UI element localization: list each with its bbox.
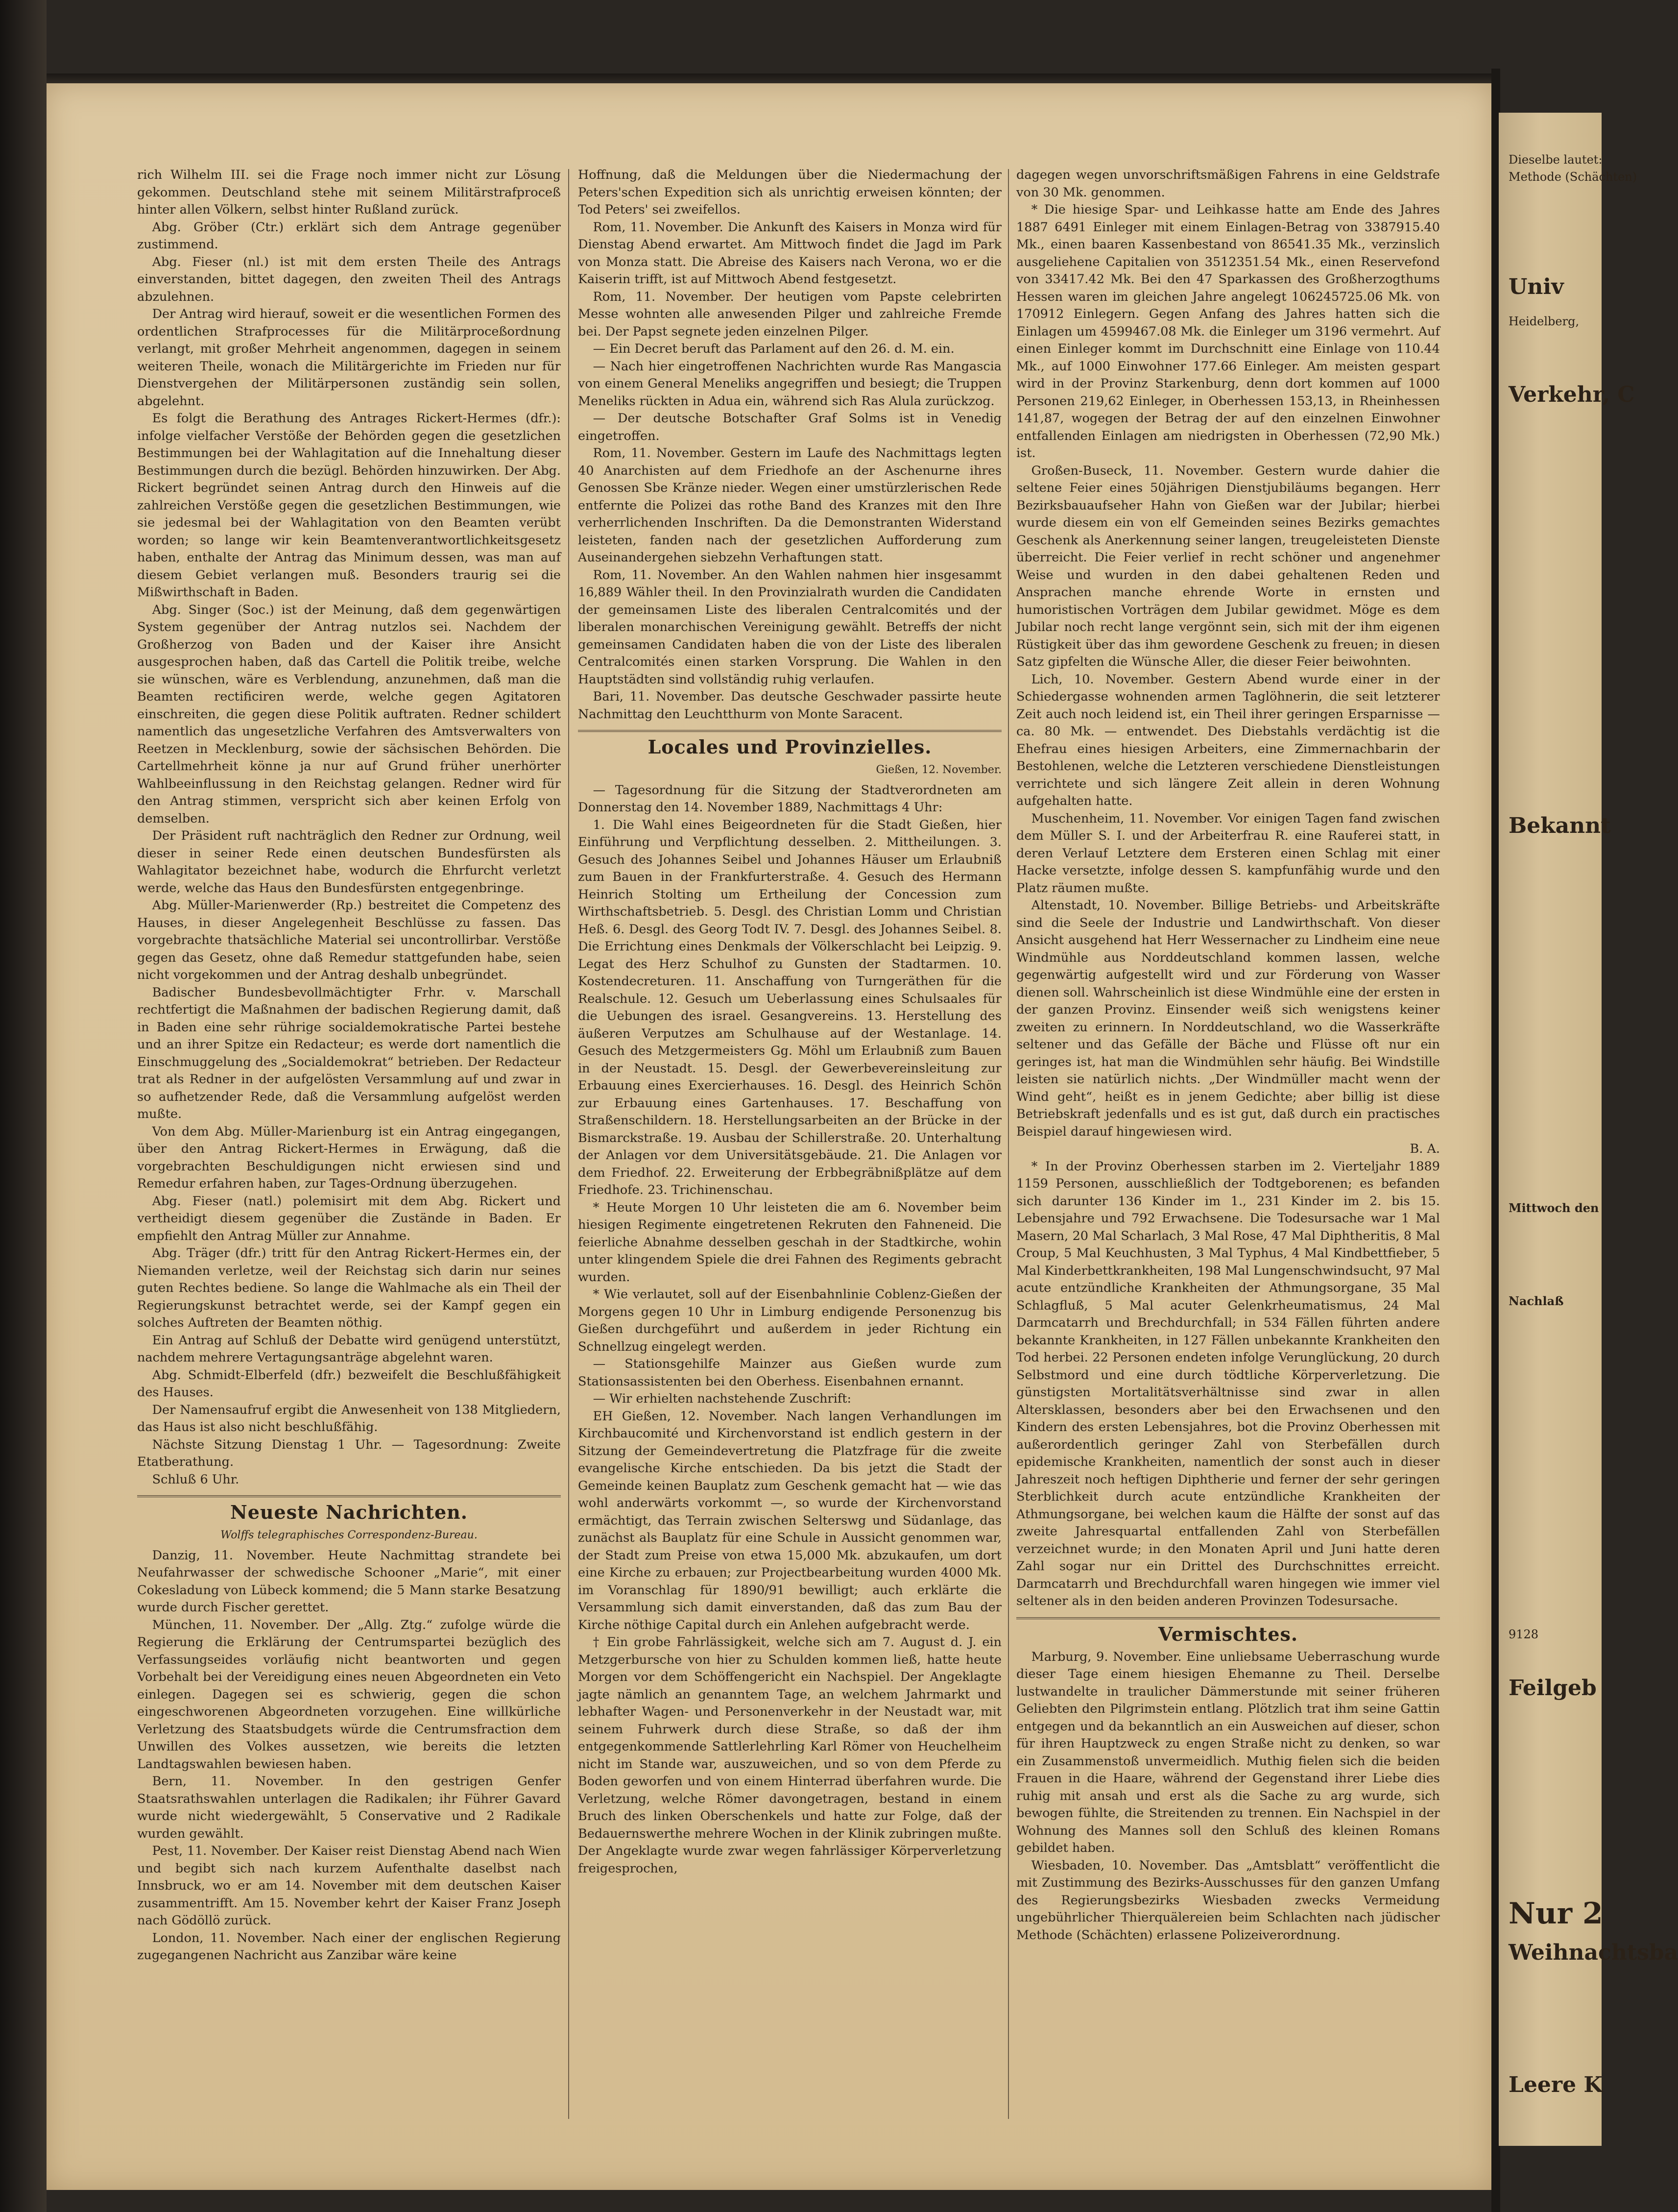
fragment-number: 9128 (1509, 1628, 1539, 1641)
paragraph: Lich, 10. November. Gestern Abend wurde einer in der Schiedergasse wohnenden armen Taglöhnerin, die seit letzterer Zeit auch noch leidend ist, ein Theil ihrer geringen Ersparnisse — ca. 80 Mk. — entwendet. Des Diebstahls verdächtig ist die Ehefrau eines hiesigen Arbeiters, eine Zimmernachbarin der Bestohlenen, welche die Letzteren verschiedene Dienstleistungen verrichtete und sich längere Zeit allein in deren Wohnung aufgehalten hatte. (1016, 672, 1440, 808)
fragment-heading: Bekannt (1509, 813, 1611, 838)
paragraph: — Ein Decret beruft das Parlament auf den 26. d. M. ein. (593, 341, 955, 356)
paragraph: EH Gießen, 12. November. Nach langen Verhandlungen im Kirchbaucomité und Kirchenvorstand ist endlich gestern in der Sitzung der Gemeindevertretung die Platzfrage für die zweite evangelische Kirche entschieden. Da bis jetzt die Stadt der Gemeinde keinen Bauplatz zum Geschenk gemacht hat — wie das wohl anderwärts vorkommt —, so wurde der Kirchenvorstand ermächtigt, das Terrain zwischen Selterswg und Südanlage, das zunächst als Bauplatz für eine Schule in Aussicht genommen war, der Stadt zum Preise von etwa 15,000 Mk. abzukaufen, um dort eine Kirche zu erbauen; zur Projectbearbeitung wurden 4000 Mk. im Voranschlag für 1890/91 bewilligt; auch erklärte die Versammlung sich damit einverstanden, daß das zum Bau der Kirche nöthige Capital durch ein Anlehen aufgebracht werde. (578, 1409, 1002, 1632)
paragraph: — Der deutsche Botschafter Graf Solms ist in Venedig eingetroffen. (578, 411, 1002, 443)
section-subheading: Wolffs telegraphisches Correspondenz-Bureau. (220, 1529, 478, 1541)
fragment-heading: Weihnachtsba (1509, 1940, 1678, 1965)
paragraph: Abg. Fieser (nl.) ist mit dem ersten Theile des Antrags einverstanden, bittet dagegen, den zweiten Theil des Antrags abzulehnen. (137, 254, 561, 304)
paragraph: Wiesbaden, 10. November. Das „Amtsblatt“ veröffentlicht die mit Zustimmung des Bezirks-Ausschusses für den ganzen Umfang des Regierungsbezirks Wiesbaden zwecks Vermeidung ungebührlicher Thierquälereien beim Schlachten nach jüdischer Methode (Schächten) erlassene Polizeiverordnung. (1016, 1858, 1440, 1943)
column-3 (1016, 167, 1440, 1944)
section-heading-vermischtes: Vermischtes. (1016, 1617, 1440, 1647)
paragraph: — Tagesordnung für die Sitzung der Stadtverordneten am Donnerstag den 14. November 1889, Nachmittags 4 Uhr: (578, 782, 1002, 815)
section-heading-locales: Locales und Provinzielles. (578, 730, 1002, 759)
paragraph: 1. Die Wahl eines Beigeordneten für die Stadt Gießen, hier Einführung und Verpflichtung desselben. 2. Mittheilungen. 3. Gesuch des Johannes Seibel und Johannes Häuser um Erlaubniß zum Bauen in der Frankfurterstraße. 4. Gesuch des Hermann Heinrich Stolting um Ertheilung der Concession zum Wirthschaftsbetrieb. 5. Desgl. des Christian Lomm und Christian Heß. 6. Desgl. des Georg Todt IV. 7. Desgl. des Johannes Seibel. 8. Die Errichtung eines Denkmals der Völkerschlacht bei Leipzig. 9. Legat des Herz Schulhof zu Gunsten der Stadtarmen. 10. Kostendecreturen. 11. Anschaffung von Turngeräthen für die Realschule. 12. Gesuch um Ueberlassung eines Schulsaales für die Uebungen des israel. Gesangvereins. 13. Herstellung des äußeren Verputzes am Schulhause auf der Westanlage. 14. Gesuch des Metzgermeisters Gg. Möhl um Erlaubniß zum Bauen in der Neustadt. 15. Desgl. der Gewerbevereinsleitung zur Erbauung eines Exercierhauses. 16. Desgl. des Heinrich Schön zur Erbauung eines Gartenhauses. 17. Beschaffung von Straßenschildern. 18. Herstellungsarbeiten an der Brücke in der Bismarckstraße. 19. Ausbau der Schillerstraße. 20. Unterhaltung der Anlagen vor dem Universitätsgebäude. 21. Die Anlagen vor dem Friedhof. 22. Erweiterung der Erbbegräbnißplätze auf dem Friedhofe. 23. Trichinenschau. (578, 817, 1002, 1197)
paragraph: Bari, 11. November. Das deutsche Geschwader passirte heute Nachmittag den Leuchtthurm von Monte Saracent. (578, 689, 1002, 722)
column-rule-2 (1008, 169, 1009, 2119)
paragraph: Altenstadt, 10. November. Billige Betriebs- und Arbeitskräfte sind die Seele der Industrie und Landwirthschaft. Von dieser Ansicht ausgehend hat Herr Wessernacher zu Lindheim eine neue Windmühle aus Norddeutschland kommen lassen, welche gegenwärtig aufgestellt wird und zur Förderung von Wasser dienen soll. Wahrscheinlich ist diese Windmühle eine der ersten in der ganzen Provinz. Einsender weiß sich wenigstens keiner zweiten zu erinnern. In Norddeutschland, wo die Wasserkräfte seltener und das Gefälle der Bäche und Flüsse oft nur ein geringes ist, hat man die Windmühlen sehr häufig. Bei Windstille leisten sie natürlich nichts. „Der Windmüller macht wenn der Wind geht“, heißt es in jenem Gedichte; aber billig ist diese Betriebskraft jedenfalls und es ist gut, daß durch ein practisches Beispiel darauf hingewiesen wird. (1016, 898, 1440, 1139)
fragment-text: Nachlaß (1509, 1294, 1564, 1308)
fragment-heading: Verkehr, C (1509, 382, 1635, 407)
paragraph: * Heute Morgen 10 Uhr leisteten die am 6. November beim hiesigen Regimente eingetretenen Rekruten den Fahneneid. Die feierliche Abnahme desselben geschah in der Stadtkirche, wohin unter klingendem Spiele die drei Fahnen des Regiments gebracht wurden. (578, 1200, 1002, 1285)
paragraph: Rom, 11. November. Die Ankunft des Kaisers in Monza wird für Dienstag Abend erwartet. Am Mittwoch findet die Jagd im Park von Monza statt. Die Abreise des Kaisers nach Verona, wo er die Kaiserin trifft, ist auf Mittwoch Abend festgesetzt. (578, 219, 1002, 287)
paragraph: * Wie verlautet, soll auf der Eisenbahnlinie Coblenz-Gießen der Morgens gegen 10 Uhr in Limburg endigende Personenzug bis Gießen durchgeführt und außerdem in jeder Richtung ein Schnellzug eingelegt werden. (578, 1287, 1002, 1354)
fragment-text: Heidelberg, (1509, 315, 1580, 328)
paragraph: Abg. Schmidt-Elberfeld (dfr.) bezweifelt die Beschlußfähigkeit des Hauses. (137, 1367, 561, 1400)
paragraph: Der Präsident ruft nachträglich den Redner zur Ordnung, weil dieser in seiner Rede einen deutschen Bundesfürsten als Wahlagitator bezeichnet habe, wodurch die Ehrfurcht verletzt werde, welche das Haus den Bundesfürsten entgegenbringe. (137, 828, 561, 896)
paragraph: — Wir erhielten nachstehende Zuschrift: (593, 1391, 852, 1406)
paragraph: Danzig, 11. November. Heute Nachmittag strandete bei Neufahrwasser der schwedische Schooner „Marie“, mit einer Cokesladung von Lübeck kommend; die 5 Mann starke Besatzung wurde durch Fischer gerettet. (137, 1548, 561, 1615)
fragment-heading: Feilgeb (1509, 1676, 1597, 1701)
paragraph: * In der Provinz Oberhessen starben im 2. Vierteljahr 1889 1159 Personen, ausschließlich der Todtgeborenen; es befanden sich darunter 136 Kinder im 1., 231 Kinder im 2. bis 15. Lebensjahre und 792 Erwachsene. Die Todesursache war 1 Mal Masern, 20 Mal Scharlach, 3 Mal Rose, 47 Mal Diphtheritis, 8 Mal Croup, 5 Mal Keuchhusten, 3 Mal Typhus, 4 Mal Kindbettfieber, 5 Mal Kinderbettkrankheiten, 198 Mal Lungenschwindsucht, 97 Mal acute entzündliche Krankheiten der Athmungsorgane, 35 Mal Schlagfluß, 5 Mal acuter Gelenkrheumatismus, 24 Mal Darmcatarrh und Brechdurchfall; in 534 Fällen führten andere bekannte Krankheiten, in 127 Fällen unbekannte Krankheiten den Tod herbei. 22 Personen endeten infolge Verunglückung, 20 durch Selbstmord und eine durch tödtliche Körperverletzung. Die günstigsten Mortalitätsverhältnisse sind zwar in allen Altersklassen, besonders aber bei den Erwachsenen und den Kindern des ersten Lebensjahres, bot die Provinz Oberhessen mit außerordentlich geringer Zahl von Sterbefällen durch epidemische Krankheiten, namentlich der sonst auch in dieser Jahreszeit noch heftigen Diphtherie und ferner der sehr geringen Sterblichkeit durch acute entzündliche Krankheiten der Athmungsorgane, bei welchen kaum die Hälfte der sonst auf das zweite Jahresquartal entfallenden Zahl von Sterbefällen verzeichnet wurde; in den Monaten April und Juni hatte deren Zahl sogar nur ein Drittel des Durchschnittes erreicht. Darmcatarrh und Brechdurchfall waren hingegen wie immer viel seltener als in den beiden anderen Provinzen Todesursache. (1016, 1159, 1440, 1608)
paragraph: Abg. Gröber (Ctr.) erklärt sich dem Antrage gegenüber zustimmend. (137, 219, 561, 252)
paragraph: Pest, 11. November. Der Kaiser reist Dienstag Abend nach Wien und begibt sich nach kurzem Aufenthalte daselbst nach Innsbruck, wo er am 14. November mit dem deutschen Kaiser zusammentrifft. Am 15. November kehrt der Kaiser Franz Joseph nach Gödöllö zurück. (137, 1844, 561, 1928)
signature: B. A. (1410, 1142, 1440, 1156)
paragraph: † Ein grobe Fahrlässigkeit, welche sich am 7. August d. J. ein Metzgerbursche von hier zu Schulden kommen ließ, hatte heute Morgen vor dem Schöffengericht ein Nachspiel. Der Angeklagte jagte nämlich an genanntem Tage, an welchem Jahrmarkt und lebhafter Wagen- und Personenverkehr in der Neustadt war, mit seinem Fuhrwerk durch diese Straße, so daß der ihm entgegenkommende Sattlerlehrling Karl Römer von Heuchelheim nicht im Stande war, auszuweichen, und so von dem Pferde zu Boden geworfen und von einem Hinterrad überfahren wurde. Die Verletzung, welche Römer davongetragen, bestand in einem Bruch des linken Oberschenkels und hatte zur Folge, daß der Bedauernswerthe mehrere Wochen in der Klinik zubringen mußte. Der Angeklagte wurde zwar wegen fahrlässiger Körperverletzung freigesprochen, (578, 1635, 1002, 1876)
book-binding-edge (0, 0, 47, 2212)
fragment-heading: Univ (1509, 274, 1564, 299)
column-rule-1 (568, 169, 569, 2119)
paragraph: Von dem Abg. Müller-Marienburg ist ein Antrag eingegangen, über den Antrag Rickert-Hermes in Erwägung, daß die vorgebrachten Beschuldigungen nicht erwiesen sind und Remedur erfahren haben, zur Tages-Ordnung überzugehen. (137, 1124, 561, 1191)
fragment-text: Dieselbe lautet: (1509, 153, 1603, 167)
paragraph: — Nach hier eingetroffenen Nachrichten wurde Ras Mangascia von einem General Meneliks angegriffen und besiegt; die Truppen Meneliks rückten in Adua ein, während sich Ras Alula zurückzog. (578, 359, 1002, 409)
paragraph: rich Wilhelm III. sei die Frage noch immer nicht zur Lösung gekommen. Deutschland stehe mit seinem Militärstrafproceß hinter allen Völkern, selbst hinter Rußland zurück. (137, 168, 561, 217)
dateline: Gießen, 12. November. (876, 764, 1002, 776)
paragraph: Abg. Träger (dfr.) tritt für den Antrag Rickert-Hermes ein, der Niemanden verletze, weil der Reichstag sich darin nur seines guten Rechtes bediene. So lange die Wahlmache als ein Theil der Regierungskunst betrachtet werde, sei der Kampf gegen ein solches Auftreten der Beamten nöthig. (137, 1246, 561, 1330)
fragment-text: Methode (Schächten) (1509, 170, 1637, 184)
paragraph: Muschenheim, 11. November. Vor einigen Tagen fand zwischen dem Müller S. I. und der Arbeiterfrau R. eine Rauferei statt, in deren Verlauf Letztere dem Ersteren einen Schlag mit einer Hacke versetzte, infolge dessen S. kampfunfähig wurde und den Platz räumen mußte. (1016, 811, 1440, 896)
paragraph: Rom, 11. November. Der heutigen vom Papste celebrirten Messe wohnten alle anwesenden Pilger und zahlreiche Fremde bei. Der Papst segnete jeden einzelnen Pilger. (578, 289, 1002, 339)
paragraph: München, 11. November. Der „Allg. Ztg.“ zufolge würde die Regierung die Erklärung der Centrumspartei bezüglich des Verfassungseides vorläufig nicht beantworten und gegen Vorbehalt bei der Vereidigung eines neuen Abgeordneten ein Veto einlegen. Dagegen sei es schwierig, gegen die schon eingeschworenen Abgeordneten vorzugehen. Eine willkürliche Verletzung des Staatsbudgets würde die Centrumsfraction dem Unwillen des Volkes aussetzen, wie bereits die letzten Landtagswahlen bewiesen haben. (137, 1617, 561, 1772)
paragraph: Ein Antrag auf Schluß der Debatte wird genügend unterstützt, nachdem mehrere Vertagungsanträge abgelehnt waren. (137, 1333, 561, 1365)
paragraph: Nächste Sitzung Dienstag 1 Uhr. — Tagesordnung: Zweite Etatberathung. (137, 1437, 561, 1469)
fragment-heading: Leere K (1509, 2072, 1603, 2097)
paragraph: Großen-Buseck, 11. November. Gestern wurde dahier die seltene Feier eines 50jährigen Dienstjubiläums begangen. Herr Bezirksbauaufseher Hahn von Gießen war der Jubilar; hierbei wurde diesem ein von elf Gemeinden seines Bezirks gemachtes Geschenk als Anerkennung seiner langen, treugeleisteten Dienste überreicht. Die Feier verlief in recht schöner und angenehmer Weise und wurden in den dabei gehaltenen Reden und Ansprachen manche ehrende Worte in ernsten und humoristischen Vorträgen dem Jubilar gewidmet. Möge es dem Jubilar noch recht lange vergönnt sein, sich mit der ihm eigenen Rüstigkeit über das ihm gewordene Geschenk zu freuen; in diesen Satz gipfelten die Wünsche Aller, die dieser Feier beiwohnten. (1016, 463, 1440, 669)
paragraph: Der Antrag wird hierauf, soweit er die wesentlichen Formen des ordentlichen Strafprocesses für die Militärproceßordnung verlangt, mit großer Mehrheit angenommen, dagegen in seinem weiteren Theile, wonach die Militärgerichte im Frieden nur für Dienstvergehen der Militärpersonen zuständig sein sollen, abgelehnt. (137, 307, 561, 409)
column-1 (137, 167, 561, 1965)
adjacent-page-fragment (1499, 113, 1678, 2146)
paragraph: Abg. Singer (Soc.) ist der Meinung, daß dem gegenwärtigen System gegenüber der Antrag nutzlos sei. Nachdem der Großherzog von Baden und der Kaiser ihre Ansicht ausgesprochen haben, daß das Cartell die Politik treibe, welche sie wünschen, wäre es Verblendung, anzunehmen, daß man die Beamten rectificiren werde, welche gegen Agitatoren einschreiten, die gegen diese Politik auftraten. Redner schildert namentlich das ungesetzliche Verfahren des Amtsverwalters von Reetzen in Mecklenburg, sowie der sächsischen Behörden. Die Cartellmehrheit könne ja nur auf Grund früher unerhörter Wahlbeeinflussung in den Reichstag gelangen. Redner wird für den Antrag stimmen, verspricht sich aber keinen Erfolg von demselben. (137, 602, 561, 826)
paragraph: Bern, 11. November. In den gestrigen Genfer Staatsrathswahlen unterlagen die Radikalen; ihr Führer Gavard wurde nicht wiedergewählt, 5 Conservative und 2 Radikale wurden gewählt. (137, 1774, 561, 1841)
paragraph: — Stationsgehilfe Mainzer aus Gießen wurde zum Stationsassistenten bei den Oberhess. Eisenbahnen ernannt. (578, 1357, 1002, 1389)
paragraph: Schluß 6 Uhr. (152, 1472, 240, 1487)
paragraph: * Die hiesige Spar- und Leihkasse hatte am Ende des Jahres 1887 6491 Einleger mit einem Einlagen-Betrag von 3387915.40 Mk., einen baaren Kassenbestand von 86541.35 Mk., verzinslich ausgeliehene Capitalien von 3512351.54 Mk., einen Reservefond von 33417.42 Mk. Bei den 47 Sparkassen des Großherzogthums Hessen waren im gleichen Jahre angelegt 106245725.06 Mk. von 170912 Einlegern. Gegen Anfang des Jahres hatten sich die Einlagen um 4599467.08 Mk. die Einleger um 3196 vermehrt. Auf einen Einleger kommt im Durchschnitt eine Einlage von 110.44 Mk., auf 1000 Einwohner 177.66 Einleger. Am meisten gespart wird in der Provinz Starkenburg, denn dort kommen auf 1000 Personen 219,62 Einleger, in Oberhessen 153,13, in Rheinhessen 141,87, wogegen der Betrag der auf den einzelnen Einwohner entfallenden Einlagen am niedrigsten in Oberhessen (72,90 Mk.) ist. (1016, 202, 1440, 461)
fragment-text: Mittwoch den (1509, 1201, 1599, 1215)
paragraph: Badischer Bundesbevollmächtigter Frhr. v. Marschall rechtfertigt die Maßnahmen der badischen Regierung damit, daß in Baden eine sehr rührige socialdemokratische Partei bestehe und an ihrer Spitze ein Redacteur; es werde dort namentlich die Einschmuggelung des „Socialdemokrat“ betrieben. Der Redacteur trat als Redner in der aufgelösten Versammlung auf und zwar in so aufhetzender Rede, daß die Versammlung aufgelöst werden mußte. (137, 985, 561, 1121)
paragraph: Rom, 11. November. An den Wahlen nahmen hier insgesammt 16,889 Wähler theil. In den Provinzialrath wurden die Candidaten der gemeinsamen Liste des liberalen Centralcomités und der liberalen monarchischen Vereinigung gewählt. Betreffs der nicht gemeinsamen Candidaten haben die von der Liste des liberalen Centralcomités einen starken Vorsprung. Die Wahlen in den Hauptstädten sind vollständig ruhig verlaufen. (578, 567, 1002, 687)
paragraph: Rom, 11. November. Gestern im Laufe des Nachmittags legten 40 Anarchisten auf dem Friedhofe an der Aschenurne ihres Genossen Sbe Kränze nieder. Wegen einer umstürzlerischen Rede entfernte die Polizei das rothe Band des Kranzes mit den Ihre verherrlichenden Inschriften. Da die Demonstranten Widerstand leisteten, fanden nach der gesetzlichen Aufforderung zum Auseinandergehen siebzehn Verhaftungen statt. (578, 446, 1002, 565)
paragraph: Hoffnung, daß die Meldungen über die Niedermachung der Peters'schen Expedition sich als unrichtig erweisen könnten; der Tod Peters' sei zweifellos. (578, 168, 1002, 217)
paragraph: Es folgt die Berathung des Antrages Rickert-Hermes (dfr.): infolge vielfacher Verstöße der Behörden gegen die gesetzlichen Bestimmungen bei der Wahlagitation auf die Innehaltung dieser Bestimmungen durch die bezügl. Behörden hinzuwirken. Der Abg. Rickert begründet seinen Antrag durch den Hinweis auf die zahlreichen Verstöße gegen die gesetzlichen Bestimmungen, wie sie jedesmal bei der Wahlagitation von den Beamten verübt worden; so lange wir kein Beamtenverantwortlichkeitsgesetz haben, enthalte der Antrag das Minimum dessen, was man auf diesem Gebiet verlangen muß. Besonders traurig sei die Mißwirthschaft in Baden. (137, 411, 561, 600)
paragraph: Marburg, 9. November. Eine unliebsame Ueberraschung wurde dieser Tage einem hiesigen Ehemanne zu Theil. Derselbe lustwandelte in traulicher Dämmerstunde mit seiner früheren Geliebten den Pilgrimstein entlang. Plötzlich trat ihm seine Gattin entgegen und da bekanntlich an ein Ausweichen auf dieser, schon für ihren Hauptzweck zu engen Straße nicht zu denken, so war ein Zusammenstoß unvermeidlich. Muthig fielen sich die beiden Frauen in die Haare, während der Gegenstand ihrer Liebe dies ruhig mit ansah und erst als die Sache zu arg wurde, sich bewogen fühlte, die Streitenden zu trennen. Ein Nachspiel in der Wohnung des Mannes soll den Schluß des kleinen Romans gebildet haben. (1016, 1649, 1440, 1855)
paragraph: Der Namensaufruf ergibt die Anwesenheit von 138 Mitgliedern, das Haus ist also nicht beschlußfähig. (137, 1402, 561, 1434)
fragment-heading: Nur 2 (1509, 1896, 1603, 1931)
paragraph: Abg. Fieser (natl.) polemisirt mit dem Abg. Rickert und vertheidigt diesem gegenüber die Zustände in Baden. Er empfiehlt den Antrag Müller zur Annahme. (137, 1193, 561, 1243)
section-heading-news: Neueste Nachrichten. (137, 1495, 561, 1525)
column-2 (578, 167, 1002, 1877)
paragraph: London, 11. November. Nach einer der englischen Regierung zugegangenen Nachricht aus Zanzibar wäre keine (137, 1930, 561, 1963)
paragraph: dagegen wegen unvorschriftsmäßigen Fahrens in eine Geldstrafe von 30 Mk. genommen. (1016, 168, 1440, 200)
paragraph: Abg. Müller-Marienwerder (Rp.) bestreitet die Competenz des Hauses, in dieser Angelegenheit Beschlüsse zu fassen. Das vorgebrachte thatsächliche Material sei uncontrollirbar. Verstöße gegen das Gesetz, ohne daß Remedur stattgefunden habe, seien nicht vorgekommen und der Antrag deshalb unbegründet. (137, 898, 561, 982)
